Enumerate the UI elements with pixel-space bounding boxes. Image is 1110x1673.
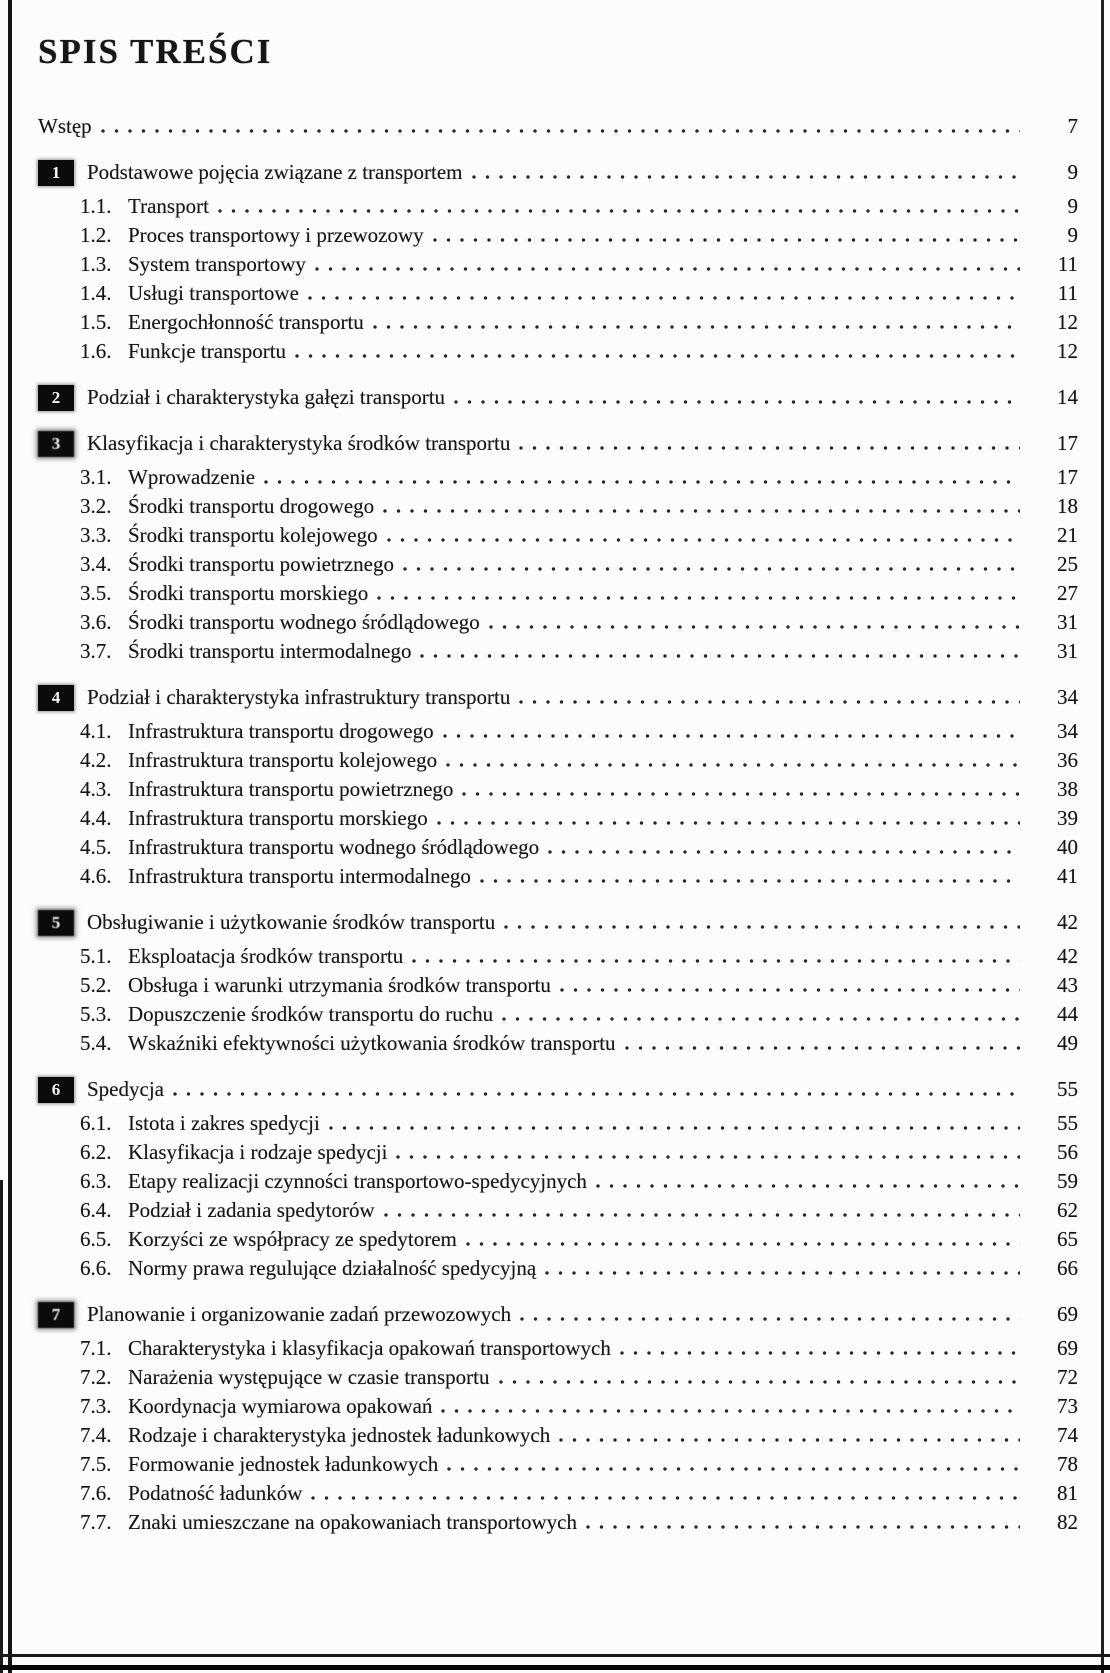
toc-item-row (38, 1196, 1078, 1225)
scan-left-edge-artifact (0, 1180, 3, 1673)
toc-item-row (38, 1479, 1078, 1508)
dot-leader (396, 1138, 1020, 1167)
toc-item-row (38, 1109, 1078, 1138)
item-number: 7.7. (80, 1510, 112, 1534)
page-number: 42 (1057, 944, 1078, 968)
item-number: 7.4. (80, 1423, 112, 1447)
item-title: Środki transportu drogowego (128, 494, 375, 518)
item-title: Wskaźniki efektywności użytkowania środków transportu (128, 1031, 616, 1055)
chapter-number-box: 2 (38, 385, 74, 411)
toc-item-row (38, 521, 1078, 550)
item-number: 6.3. (80, 1169, 112, 1193)
item-number: 4.2. (80, 748, 112, 772)
item-number: 5.3. (80, 1002, 112, 1026)
dot-leader (441, 1392, 1020, 1421)
toc-chapter-row (38, 158, 1078, 187)
page-number: 62 (1057, 1198, 1078, 1222)
page-number: 31 (1057, 610, 1078, 634)
page-number: 43 (1057, 973, 1078, 997)
toc-chapter-row (38, 429, 1078, 458)
item-number: 7.5. (80, 1452, 112, 1476)
item-number: 1.2. (80, 223, 112, 247)
item-number: 4.4. (80, 806, 112, 830)
item-number: 3.2. (80, 494, 112, 518)
dot-leader (499, 1363, 1021, 1392)
item-number: 6.6. (80, 1256, 112, 1280)
toc-item-row (38, 775, 1078, 804)
item-number: 3.5. (80, 581, 112, 605)
page-number: 78 (1057, 1452, 1078, 1476)
dot-leader (383, 492, 1020, 521)
dot-leader (489, 608, 1020, 637)
chapter-title: Podział i charakterystyka gałęzi transportu (87, 385, 446, 409)
dot-leader (295, 337, 1020, 366)
dot-leader (625, 1029, 1020, 1058)
chapter-number-box: 3 (38, 431, 74, 457)
dot-leader (387, 521, 1020, 550)
dot-leader (420, 637, 1020, 666)
item-number: 4.6. (80, 864, 112, 888)
page-number: 82 (1057, 1510, 1078, 1534)
chapter-title: Klasyfikacja i charakterystyka środków transportu (87, 431, 511, 455)
page-number: 41 (1057, 864, 1078, 888)
item-title: Obsługa i warunki utrzymania środków transportu (128, 973, 551, 997)
page-number: 7 (1067, 114, 1078, 138)
toc-item-row (38, 1029, 1078, 1058)
item-number: 3.7. (80, 639, 112, 663)
item-number: 1.5. (80, 310, 112, 334)
item-title: Eksploatacja środków transportu (128, 944, 404, 968)
item-title: Klasyfikacja i rodzaje spedycji (128, 1140, 388, 1164)
item-title: Środki transportu powietrznego (128, 552, 394, 576)
toc-item-row (38, 804, 1078, 833)
page-number: 69 (1057, 1302, 1078, 1326)
toc-item-row (38, 942, 1078, 971)
item-title: Korzyści ze współpracy ze spedytorem (128, 1227, 457, 1251)
item-title: Wprowadzenie (128, 465, 256, 489)
item-title: Funkcje transportu (128, 339, 287, 363)
item-title: Dopuszczenie środków transportu do ruchu (128, 1002, 494, 1026)
dot-leader (443, 717, 1020, 746)
item-number: 4.1. (80, 719, 112, 743)
page-number: 59 (1057, 1169, 1078, 1193)
dot-leader (403, 550, 1020, 579)
page-number: 34 (1057, 719, 1078, 743)
item-number: 1.6. (80, 339, 112, 363)
dot-leader (377, 579, 1020, 608)
page-number: 40 (1057, 835, 1078, 859)
item-number: 5.4. (80, 1031, 112, 1055)
dot-leader (437, 804, 1020, 833)
page-number: 74 (1057, 1423, 1078, 1447)
dot-leader (264, 463, 1020, 492)
page-number: 31 (1057, 639, 1078, 663)
page-number: 21 (1057, 523, 1078, 547)
toc-item-row (38, 1254, 1078, 1283)
page-number: 9 (1067, 223, 1078, 247)
item-title: Infrastruktura transportu intermodalnego (128, 864, 471, 888)
item-title: Podział i zadania spedytorów (128, 1198, 375, 1222)
item-title: Narażenia występujące w czasie transportu (128, 1365, 490, 1389)
chapter-title: Podstawowe pojęcia związane z transportem (87, 160, 463, 184)
item-number: 3.1. (80, 465, 112, 489)
page-number: 27 (1057, 581, 1078, 605)
item-title: Infrastruktura transportu drogowego (128, 719, 434, 743)
chapter-number-box: 4 (38, 685, 74, 711)
dot-leader (454, 383, 1020, 412)
item-number: 1.1. (80, 194, 112, 218)
dot-leader (472, 158, 1020, 187)
page-number: 36 (1057, 748, 1078, 772)
toc-item-row (38, 862, 1078, 891)
toc-item-row (38, 1392, 1078, 1421)
dot-leader (548, 833, 1020, 862)
page-number: 17 (1057, 465, 1078, 489)
scan-left-border (8, 0, 12, 1673)
dot-leader (447, 1450, 1020, 1479)
item-title: Infrastruktura transportu morskiego (128, 806, 428, 830)
item-number: 6.5. (80, 1227, 112, 1251)
page-number: 34 (1057, 685, 1078, 709)
toc-item-row (38, 1363, 1078, 1392)
item-number: 3.3. (80, 523, 112, 547)
page-number: 14 (1057, 385, 1078, 409)
toc-item-row (38, 608, 1078, 637)
chapter-number-box: 5 (38, 910, 74, 936)
chapter-title: Planowanie i organizowanie zadań przewozowych (87, 1302, 512, 1326)
dot-leader (559, 1421, 1020, 1450)
page-number: 44 (1057, 1002, 1078, 1026)
dot-leader (462, 775, 1020, 804)
dot-leader (173, 1075, 1020, 1104)
toc-item-row (38, 1138, 1078, 1167)
dot-leader (311, 1479, 1020, 1508)
scan-bottom-rule-thick (0, 1665, 1110, 1670)
toc-item-row (38, 1334, 1078, 1363)
dot-leader (315, 250, 1020, 279)
item-title: Środki transportu intermodalnego (128, 639, 412, 663)
page-number: 12 (1057, 339, 1078, 363)
dot-leader (504, 908, 1020, 937)
chapter-number-box: 1 (38, 160, 74, 186)
page-number: 49 (1057, 1031, 1078, 1055)
toc-item-row (38, 746, 1078, 775)
toc-item-row (38, 250, 1078, 279)
page-number: 66 (1057, 1256, 1078, 1280)
item-title: System transportowy (128, 252, 306, 276)
item-number: 3.4. (80, 552, 112, 576)
toc-content (38, 32, 1078, 1537)
toc-chapter-list (38, 158, 1078, 1537)
item-number: 6.4. (80, 1198, 112, 1222)
dot-leader (586, 1508, 1020, 1537)
page-number: 56 (1057, 1140, 1078, 1164)
dot-leader (596, 1167, 1020, 1196)
toc-item-row (38, 833, 1078, 862)
toc-item-row (38, 1167, 1078, 1196)
toc-item-row (38, 463, 1078, 492)
dot-leader (384, 1196, 1020, 1225)
item-number: 1.3. (80, 252, 112, 276)
dot-leader (218, 192, 1020, 221)
dot-leader (519, 683, 1020, 712)
toc-item-row (38, 1421, 1078, 1450)
page-number: 81 (1057, 1481, 1078, 1505)
item-number: 4.5. (80, 835, 112, 859)
item-title: Środki transportu morskiego (128, 581, 369, 605)
item-title: Charakterystyka i klasyfikacja opakowań transportowych (128, 1336, 611, 1360)
dot-leader (545, 1254, 1020, 1283)
toc-item-row (38, 971, 1078, 1000)
dot-leader (480, 862, 1020, 891)
toc-item-row (38, 279, 1078, 308)
toc-item-row (38, 1508, 1078, 1537)
item-title: Infrastruktura transportu wodnego śródlądowego (128, 835, 540, 859)
page-number: 11 (1057, 281, 1078, 305)
toc-item-row (38, 1225, 1078, 1254)
page-number: 11 (1057, 252, 1078, 276)
toc-item-row (38, 550, 1078, 579)
item-number: 6.1. (80, 1111, 112, 1135)
page-number: 9 (1067, 160, 1078, 184)
page-number: 55 (1057, 1111, 1078, 1135)
item-number: 4.3. (80, 777, 112, 801)
item-number: 7.6. (80, 1481, 112, 1505)
page-number: 17 (1057, 431, 1078, 455)
item-title: Transport (128, 194, 209, 218)
dot-leader (101, 112, 1020, 141)
item-title: Usługi transportowe (128, 281, 299, 305)
dot-leader (620, 1334, 1020, 1363)
toc-chapter-row (38, 1075, 1078, 1104)
item-title: Infrastruktura transportu powietrznego (128, 777, 454, 801)
chapter-title: Spedycja (87, 1077, 164, 1101)
dot-leader (412, 942, 1020, 971)
page-number: 65 (1057, 1227, 1078, 1251)
item-number: 5.1. (80, 944, 112, 968)
page-number: 9 (1067, 194, 1078, 218)
dot-leader (308, 279, 1020, 308)
dot-leader (502, 1000, 1020, 1029)
item-number: 6.2. (80, 1140, 112, 1164)
toc-entry-intro (38, 112, 1078, 141)
dot-leader (373, 308, 1020, 337)
item-number: 7.3. (80, 1394, 112, 1418)
toc-chapter-row (38, 683, 1078, 712)
toc-item-row (38, 192, 1078, 221)
item-title: Energochłonność transportu (128, 310, 364, 334)
page-number: 73 (1057, 1394, 1078, 1418)
chapter-number-box: 6 (38, 1077, 74, 1103)
item-number: 5.2. (80, 973, 112, 997)
item-title: Istota i zakres spedycji (128, 1111, 320, 1135)
dot-leader (329, 1109, 1020, 1138)
dot-leader (466, 1225, 1020, 1254)
item-title: Normy prawa regulujące działalność spedycyjną (128, 1256, 537, 1280)
page-number: 18 (1057, 494, 1078, 518)
item-title: Infrastruktura transportu kolejowego (128, 748, 438, 772)
page-number: 42 (1057, 910, 1078, 934)
item-title: Środki transportu wodnego śródlądowego (128, 610, 480, 634)
page-number: 38 (1057, 777, 1078, 801)
page-number: 12 (1057, 310, 1078, 334)
item-title: Koordynacja wymiarowa opakowań (128, 1394, 433, 1418)
chapter-title: Podział i charakterystyka infrastruktury transportu (87, 685, 511, 709)
toc-item-row (38, 308, 1078, 337)
toc-item-row (38, 717, 1078, 746)
item-title: Rodzaje i charakterystyka jednostek ładunkowych (128, 1423, 551, 1447)
entry-title: Wstęp (38, 114, 92, 138)
dot-leader (446, 746, 1020, 775)
toc-item-row (38, 579, 1078, 608)
toc-item-row (38, 1450, 1078, 1479)
scan-right-border (1101, 0, 1104, 1673)
toc-chapter-row (38, 1300, 1078, 1329)
dot-leader (519, 429, 1020, 458)
item-title: Podatność ładunków (128, 1481, 303, 1505)
page-number: 55 (1057, 1077, 1078, 1101)
page-number: 25 (1057, 552, 1078, 576)
item-title: Etapy realizacji czynności transportowo-spedycyjnych (128, 1169, 587, 1193)
toc-item-row (38, 221, 1078, 250)
item-title: Proces transportowy i przewozowy (128, 223, 424, 247)
page-number: 69 (1057, 1336, 1078, 1360)
toc-item-row (38, 337, 1078, 366)
toc-item-row (38, 492, 1078, 521)
toc-item-row (38, 637, 1078, 666)
item-title: Formowanie jednostek ładunkowych (128, 1452, 439, 1476)
chapter-number-box: 7 (38, 1302, 74, 1328)
chapter-title: Obsługiwanie i użytkowanie środków transportu (87, 910, 496, 934)
toc-chapter-row (38, 908, 1078, 937)
dot-leader (433, 221, 1020, 250)
toc-chapter-row (38, 383, 1078, 412)
item-title: Znaki umieszczane na opakowaniach transportowych (128, 1510, 577, 1534)
dot-leader (560, 971, 1020, 1000)
page-number: 39 (1057, 806, 1078, 830)
item-number: 3.6. (80, 610, 112, 634)
item-title: Środki transportu kolejowego (128, 523, 378, 547)
toc-item-row (38, 1000, 1078, 1029)
dot-leader (520, 1300, 1020, 1329)
item-number: 7.2. (80, 1365, 112, 1389)
scan-bottom-rule-thin (0, 1654, 1110, 1657)
page-title: SPIS TREŚCI (38, 32, 273, 71)
item-number: 7.1. (80, 1336, 112, 1360)
page-number: 72 (1057, 1365, 1078, 1389)
item-number: 1.4. (80, 281, 112, 305)
